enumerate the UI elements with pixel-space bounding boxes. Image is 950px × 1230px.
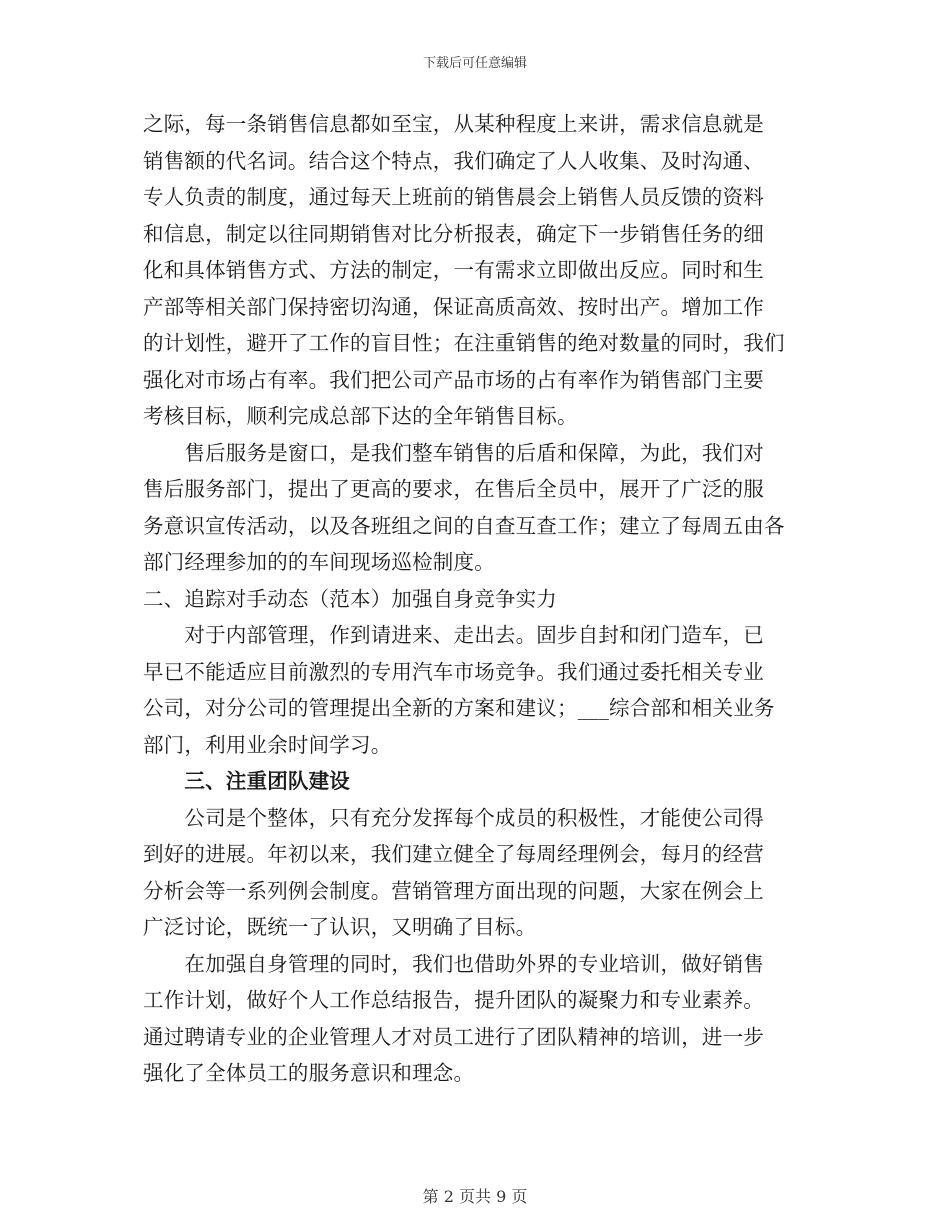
text-line: 工作计划，做好个人工作总结报告，提升团队的凝聚力和专业素养。 — [143, 988, 764, 1012]
text-line: 部门，利用业余时间学习。 — [143, 732, 392, 757]
text-line: 公司是个整体，只有充分发挥每个成员的积极性，才能使公司得 — [143, 805, 764, 830]
page-header: 下载后可任意编辑 — [422, 56, 527, 71]
text-line: 早已不能适应目前激烈的专用汽车市场竞争。我们通过委托相关专业 — [143, 659, 764, 684]
text-line: 和信息，制定以往同期销售对比分析报表，确定下一步销售任务的细 — [143, 221, 764, 246]
text-line: 销售额的代名词。结合这个特点，我们确定了人人收集、及时沟通、 — [143, 148, 764, 173]
text-line: 化和具体销售方式、方法的制定，一有需求立即做出反应。同时和生 — [143, 258, 764, 282]
text-line: 售后服务部门，提出了更高的要求，在售后全员中，展开了广泛的服 — [143, 477, 764, 501]
text-line: 分析会等一系列例会制度。营销管理方面出现的问题，大家在例会上 — [143, 878, 764, 903]
text-line: 在加强自身管理的同时，我们也借助外界的专业培训，做好销售 — [143, 951, 764, 976]
section-heading-bold: 三、注重团队建设 — [143, 769, 350, 793]
text-line: 对于内部管理，作到请进来、走出去。固步自封和闭门造车，已 — [143, 623, 764, 647]
text-line: 部门经理参加的的车间现场巡检制度。 — [143, 550, 495, 574]
text-line: 之际，每一条销售信息都如至宝，从某种程度上来讲，需求信息就是 — [143, 112, 764, 136]
text-line: 到好的进展。年初以来，我们建立健全了每周经理例会，每月的经营 — [143, 842, 764, 866]
text-line: 专人负责的制度，通过每天上班前的销售晨会上销售人员反馈的资料 — [143, 185, 764, 209]
section-heading: 二、追踪对手动态（范本）加强自身竞争实力 — [143, 586, 557, 611]
text-line: 产部等相关部门保持密切沟通，保证高质高效、按时出产。增加工作 — [143, 294, 764, 319]
text-line: 强化了全体员工的服务意识和理念。 — [143, 1061, 475, 1085]
page-footer: 第 2 页共 9 页 — [422, 1187, 528, 1206]
text-line: 通过聘请专业的企业管理人才对员工进行了团队精神的培训，进一步 — [143, 1024, 764, 1049]
text-line: 强化对市场占有率。我们把公司产品市场的占有率作为销售部门主要 — [143, 367, 764, 392]
text-line: 广泛讨论，既统一了认识，又明确了目标。 — [143, 915, 537, 939]
text-line: 的计划性，避开了工作的盲目性；在注重销售的绝对数量的同时，我们 — [143, 331, 785, 355]
text-line: 考核目标，顺利完成总部下达的全年销售目标。 — [143, 404, 578, 428]
text-line: 公司，对分公司的管理提出全新的方案和建议；___综合部和相关业务 — [143, 696, 775, 720]
text-line: 务意识宣传活动，以及各班组之间的自查互查工作；建立了每周五由各 — [143, 513, 785, 538]
document-body — [143, 106, 808, 1092]
text-line: 售后服务是窗口，是我们整车销售的后盾和保障，为此，我们对 — [143, 440, 764, 465]
